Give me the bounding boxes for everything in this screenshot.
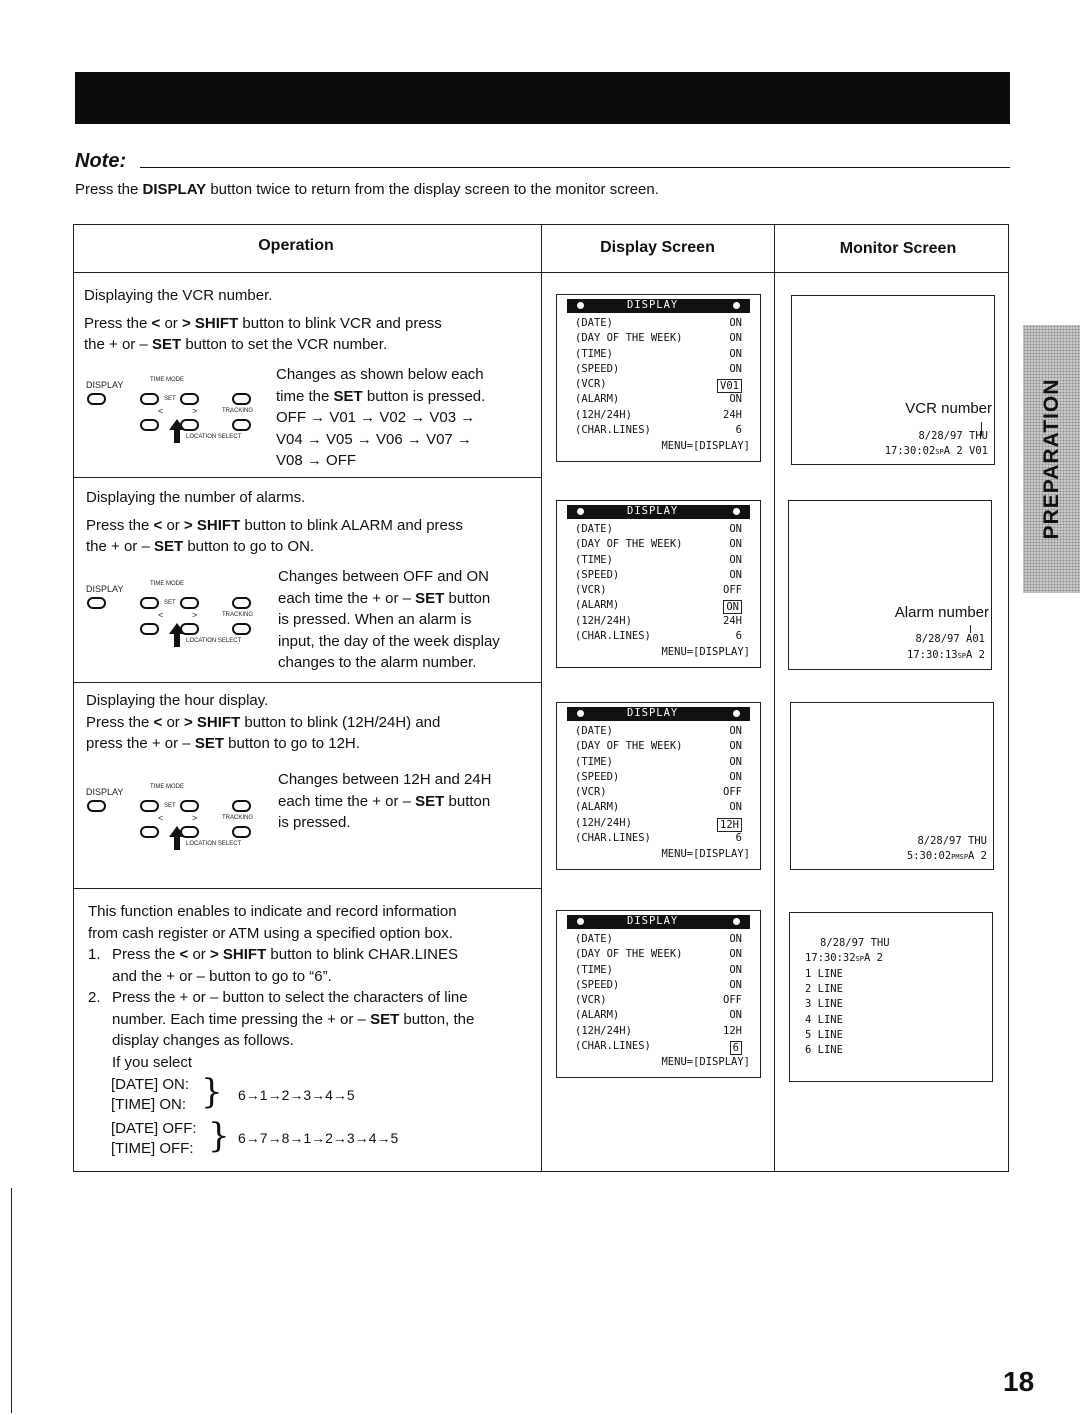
setting-value: ON bbox=[729, 1009, 742, 1022]
setting-name: (12H/24H) bbox=[575, 614, 632, 627]
shift-right-button bbox=[180, 393, 199, 405]
shift-right-button bbox=[180, 800, 199, 812]
tracking-label: TRACKING bbox=[222, 408, 254, 414]
char-line: 6 LINE bbox=[805, 1044, 843, 1056]
plus-button bbox=[180, 419, 199, 431]
location-select-label: LOCATION SELECT bbox=[186, 841, 242, 847]
display-setting-row bbox=[575, 948, 742, 963]
display-setting-row bbox=[575, 740, 742, 755]
setting-value: 12H bbox=[723, 1024, 742, 1037]
setting-name: (TIME) bbox=[575, 347, 613, 360]
char-line: 2 LINE bbox=[805, 983, 843, 995]
setting-name: (DAY OF THE WEEK) bbox=[575, 538, 683, 551]
minus-button bbox=[140, 826, 159, 838]
row-4-instructions: This function enables to indicate and record information from cash register or ATM using a specified option box. 1. Press the < or > SHIFT button to blink CHAR.LINES and the + or – button to go to “6”. 2. Press the + or – button to select the characters of line number. Each time pressing the + or – SET button, the display changes as follows. If you select bbox=[88, 903, 475, 1071]
setting-name: (TIME) bbox=[575, 755, 613, 768]
row-1-instructions: Displaying the VCR number. Press the < or > SHIFT button to blink VCR and press the + or – SET button to set the VCR number. bbox=[84, 287, 442, 353]
setting-value: ON bbox=[729, 553, 742, 566]
setting-name: (SPEED) bbox=[575, 978, 620, 991]
bullet-icon bbox=[733, 918, 740, 925]
setting-name: (SPEED) bbox=[575, 568, 620, 581]
display-setting-row bbox=[575, 599, 742, 614]
monitor-date-line: 8/28/97 THU bbox=[820, 937, 890, 949]
time-on-label: [TIME] ON: bbox=[111, 1096, 186, 1113]
display-setting-row bbox=[575, 378, 742, 393]
menu-hint: MENU=[DISPLAY] bbox=[661, 440, 750, 452]
setting-value-selected: 12H bbox=[717, 818, 742, 832]
shift-left-button bbox=[140, 393, 159, 405]
tracking-label: TRACKING bbox=[222, 612, 254, 618]
minus-button bbox=[140, 623, 159, 635]
row-2-instructions: Displaying the number of alarms. Press the < or > SHIFT button to blink ALARM and press the + or – SET button to go to ON. bbox=[86, 489, 463, 555]
table-row-divider bbox=[73, 272, 1009, 273]
note-text: Press the DISPLAY button twice to return from the display screen to the monitor screen. bbox=[75, 181, 659, 198]
setting-name: (ALARM) bbox=[575, 1009, 620, 1022]
set-label: SET bbox=[164, 803, 176, 809]
monitor-screen-4 bbox=[789, 912, 993, 1082]
location-select-label: LOCATION SELECT bbox=[186, 638, 242, 644]
display-setting-row bbox=[575, 409, 742, 424]
display-setting-row bbox=[575, 554, 742, 569]
display-title-bar: DISPLAY bbox=[567, 505, 750, 519]
setting-name: (CHAR.LINES) bbox=[575, 1040, 651, 1053]
display-label: DISPLAY bbox=[86, 787, 124, 797]
setting-value: ON bbox=[729, 770, 742, 783]
setting-name: (CHAR.LINES) bbox=[575, 630, 651, 643]
time-mode-button bbox=[232, 393, 251, 405]
display-title-bar: DISPLAY bbox=[567, 915, 750, 929]
display-setting-row bbox=[575, 801, 742, 816]
setting-value: ON bbox=[729, 317, 742, 329]
vcr-number-caption: VCR number bbox=[905, 400, 992, 417]
setting-value: ON bbox=[729, 523, 742, 535]
setting-name: (12H/24H) bbox=[575, 816, 632, 829]
display-setting-row bbox=[575, 630, 742, 645]
display-setting-row bbox=[575, 363, 742, 378]
setting-value: ON bbox=[729, 362, 742, 375]
arrow-stem bbox=[174, 633, 180, 647]
bullet-icon bbox=[577, 918, 584, 925]
note-title: Note: bbox=[75, 150, 127, 172]
location-select-label: LOCATION SELECT bbox=[186, 434, 242, 440]
set-label: SET bbox=[164, 600, 176, 606]
display-screen-1 bbox=[556, 294, 761, 462]
setting-value: 6 bbox=[735, 630, 742, 643]
monitor-time-line: 5:30:02PMSPA 2 bbox=[906, 850, 987, 862]
setting-value-selected: 6 bbox=[730, 1041, 742, 1055]
monitor-screen-1 bbox=[791, 295, 995, 465]
bullet-icon bbox=[733, 710, 740, 717]
setting-value: ON bbox=[729, 393, 742, 406]
table-row-divider bbox=[73, 888, 542, 889]
setting-value-selected: ON bbox=[723, 600, 742, 614]
setting-name: (DATE) bbox=[575, 317, 613, 329]
display-settings bbox=[575, 523, 742, 645]
display-setting-row bbox=[575, 933, 742, 948]
remote-control-diagram bbox=[84, 377, 264, 461]
display-settings bbox=[575, 725, 742, 847]
sequence-on: 6→1→2→3→4→5 bbox=[238, 1087, 355, 1103]
display-setting-row bbox=[575, 569, 742, 584]
monitor-screen-2 bbox=[788, 500, 992, 670]
bullet-icon bbox=[733, 508, 740, 515]
time-mode-button bbox=[232, 800, 251, 812]
setting-value: ON bbox=[729, 347, 742, 360]
setting-name: (DATE) bbox=[575, 933, 613, 945]
row-2-changes: Changes between OFF and ON each time the + or – SET button is pressed. When an alarm is input, the day of the week display changes to the alarm number. bbox=[278, 568, 500, 671]
setting-name: (CHAR.LINES) bbox=[575, 832, 651, 845]
row-1-changes: Changes as shown below each time the SET button is pressed. OFF → V01 → V02 → V03 → V04 → V05 → V06 → V07 → V08 → OFF bbox=[276, 366, 486, 469]
display-screen-2 bbox=[556, 500, 761, 668]
shift-left-button bbox=[140, 800, 159, 812]
menu-hint: MENU=[DISPLAY] bbox=[661, 848, 750, 860]
bullet-icon bbox=[577, 710, 584, 717]
setting-name: (DAY OF THE WEEK) bbox=[575, 948, 683, 961]
time-mode-label: TIME MODE bbox=[150, 581, 184, 587]
display-title-bar: DISPLAY bbox=[567, 707, 750, 721]
tracking-button bbox=[232, 826, 251, 838]
setting-name: (12H/24H) bbox=[575, 1024, 632, 1037]
minus-button bbox=[140, 419, 159, 431]
display-label: DISPLAY bbox=[86, 584, 124, 594]
header-bar bbox=[75, 72, 1010, 124]
header-monitor-screen: Monitor Screen bbox=[839, 240, 957, 257]
setting-name: (VCR) bbox=[575, 378, 607, 391]
display-button bbox=[87, 800, 106, 812]
setting-value: ON bbox=[729, 568, 742, 581]
display-setting-row bbox=[575, 348, 742, 363]
tracking-label: TRACKING bbox=[222, 815, 254, 821]
tracking-button bbox=[232, 623, 251, 635]
display-setting-row bbox=[575, 832, 742, 847]
row-3-instructions: Displaying the hour display. Press the < or > SHIFT button to blink (12H/24H) and press the + or – SET button to go to 12H. bbox=[86, 692, 441, 752]
setting-value: OFF bbox=[723, 584, 742, 597]
monitor-time-line: 17:30:32SPA 2 bbox=[805, 952, 883, 964]
tracking-button bbox=[232, 419, 251, 431]
section-tab bbox=[1023, 325, 1080, 593]
display-setting-row bbox=[575, 424, 742, 439]
display-label: DISPLAY bbox=[86, 380, 124, 390]
setting-value: ON bbox=[729, 332, 742, 345]
display-settings bbox=[575, 933, 742, 1055]
lt-label: < bbox=[158, 610, 164, 620]
display-setting-row bbox=[575, 771, 742, 786]
display-setting-row bbox=[575, 615, 742, 630]
header-operation: Operation bbox=[258, 237, 334, 254]
gt-label: > bbox=[192, 610, 198, 620]
setting-name: (VCR) bbox=[575, 994, 607, 1007]
setting-value: ON bbox=[729, 725, 742, 737]
display-setting-row bbox=[575, 584, 742, 599]
brace-icon: } bbox=[208, 1116, 230, 1156]
lt-label: < bbox=[158, 406, 164, 416]
remote-control-diagram bbox=[84, 784, 264, 868]
display-setting-row bbox=[575, 332, 742, 347]
header-display-screen: Display Screen bbox=[600, 239, 715, 256]
setting-value: ON bbox=[729, 801, 742, 814]
lt-label: < bbox=[158, 813, 164, 823]
display-setting-row bbox=[575, 994, 742, 1009]
set-label: SET bbox=[164, 396, 176, 402]
arrow-stem bbox=[174, 429, 180, 443]
monitor-time-line: 17:30:13SPA 2 bbox=[907, 649, 985, 661]
menu-hint: MENU=[DISPLAY] bbox=[661, 1056, 750, 1068]
date-on-label: [DATE] ON: bbox=[111, 1076, 190, 1093]
plus-button bbox=[180, 623, 199, 635]
table-row-divider bbox=[73, 682, 542, 683]
setting-value-selected: V01 bbox=[717, 379, 742, 393]
shift-left-button bbox=[140, 597, 159, 609]
monitor-date-line: 8/28/97 THU bbox=[918, 430, 988, 442]
section-tab-label: PREPARATION bbox=[1039, 378, 1063, 540]
row-3-changes: Changes between 12H and 24H each time the + or – SET button is pressed. bbox=[278, 771, 492, 831]
setting-name: (ALARM) bbox=[575, 599, 620, 612]
char-line: 1 LINE bbox=[805, 968, 843, 980]
setting-value: ON bbox=[729, 740, 742, 753]
setting-value: ON bbox=[729, 933, 742, 945]
monitor-screen-3 bbox=[790, 702, 994, 870]
display-setting-row bbox=[575, 538, 742, 553]
setting-value: OFF bbox=[723, 994, 742, 1007]
bullet-icon bbox=[733, 302, 740, 309]
setting-value: ON bbox=[729, 978, 742, 991]
display-setting-row bbox=[575, 1025, 742, 1040]
monitor-date-line: 8/28/97 A01 bbox=[915, 633, 985, 645]
bullet-icon bbox=[577, 302, 584, 309]
display-title-bar: DISPLAY bbox=[567, 299, 750, 313]
setting-value: 6 bbox=[735, 832, 742, 845]
display-setting-row bbox=[575, 817, 742, 832]
gt-label: > bbox=[192, 406, 198, 416]
setting-name: (VCR) bbox=[575, 786, 607, 799]
monitor-date-line: 8/28/97 THU bbox=[917, 835, 987, 847]
alarm-number-caption: Alarm number bbox=[894, 604, 989, 621]
menu-hint: MENU=[DISPLAY] bbox=[661, 646, 750, 658]
setting-name: (TIME) bbox=[575, 553, 613, 566]
setting-name: (SPEED) bbox=[575, 362, 620, 375]
remote-control-diagram bbox=[84, 581, 264, 665]
char-line: 4 LINE bbox=[805, 1014, 843, 1026]
setting-name: (ALARM) bbox=[575, 801, 620, 814]
setting-name: (DAY OF THE WEEK) bbox=[575, 332, 683, 345]
display-screen-4 bbox=[556, 910, 761, 1078]
setting-value: 24H bbox=[723, 408, 742, 421]
display-button bbox=[87, 393, 106, 405]
char-line: 3 LINE bbox=[805, 998, 843, 1010]
setting-name: (DAY OF THE WEEK) bbox=[575, 740, 683, 753]
date-off-label: [DATE] OFF: bbox=[111, 1120, 197, 1137]
display-settings bbox=[575, 317, 742, 439]
setting-name: (VCR) bbox=[575, 584, 607, 597]
setting-value: 6 bbox=[735, 424, 742, 437]
display-setting-row bbox=[575, 523, 742, 538]
setting-name: (DATE) bbox=[575, 523, 613, 535]
display-setting-row bbox=[575, 979, 742, 994]
display-screen-3 bbox=[556, 702, 761, 870]
display-setting-row bbox=[575, 725, 742, 740]
display-setting-row bbox=[575, 964, 742, 979]
display-setting-row bbox=[575, 786, 742, 801]
setting-value: ON bbox=[729, 755, 742, 768]
setting-value: ON bbox=[729, 948, 742, 961]
time-off-label: [TIME] OFF: bbox=[111, 1140, 194, 1157]
bullet-icon bbox=[577, 508, 584, 515]
display-setting-row bbox=[575, 317, 742, 332]
table-col-divider bbox=[774, 224, 775, 1172]
setting-name: (ALARM) bbox=[575, 393, 620, 406]
plus-button bbox=[180, 826, 199, 838]
gt-label: > bbox=[192, 813, 198, 823]
time-mode-button bbox=[232, 597, 251, 609]
margin-rule bbox=[11, 1188, 12, 1413]
setting-value: 24H bbox=[723, 614, 742, 627]
setting-name: (SPEED) bbox=[575, 770, 620, 783]
display-setting-row bbox=[575, 1040, 742, 1055]
table-col-divider bbox=[541, 224, 542, 1172]
setting-name: (DATE) bbox=[575, 725, 613, 737]
display-setting-row bbox=[575, 1009, 742, 1024]
setting-value: ON bbox=[729, 963, 742, 976]
time-mode-label: TIME MODE bbox=[150, 377, 184, 383]
sequence-off: 6→7→8→1→2→3→4→5 bbox=[238, 1130, 399, 1146]
arrow-stem bbox=[174, 836, 180, 850]
setting-name: (TIME) bbox=[575, 963, 613, 976]
monitor-time-line: 17:30:02SPA 2 V01 bbox=[884, 445, 988, 457]
display-button bbox=[87, 597, 106, 609]
setting-name: (12H/24H) bbox=[575, 408, 632, 421]
display-setting-row bbox=[575, 393, 742, 408]
setting-value: OFF bbox=[723, 786, 742, 799]
time-mode-label: TIME MODE bbox=[150, 784, 184, 790]
shift-right-button bbox=[180, 597, 199, 609]
display-setting-row bbox=[575, 756, 742, 771]
table-row-divider bbox=[73, 477, 542, 478]
page-number: 18 bbox=[1003, 1366, 1035, 1397]
setting-value: ON bbox=[729, 538, 742, 551]
note-divider bbox=[140, 167, 1010, 168]
brace-icon: } bbox=[201, 1072, 223, 1112]
setting-name: (CHAR.LINES) bbox=[575, 424, 651, 437]
char-line: 5 LINE bbox=[805, 1029, 843, 1041]
